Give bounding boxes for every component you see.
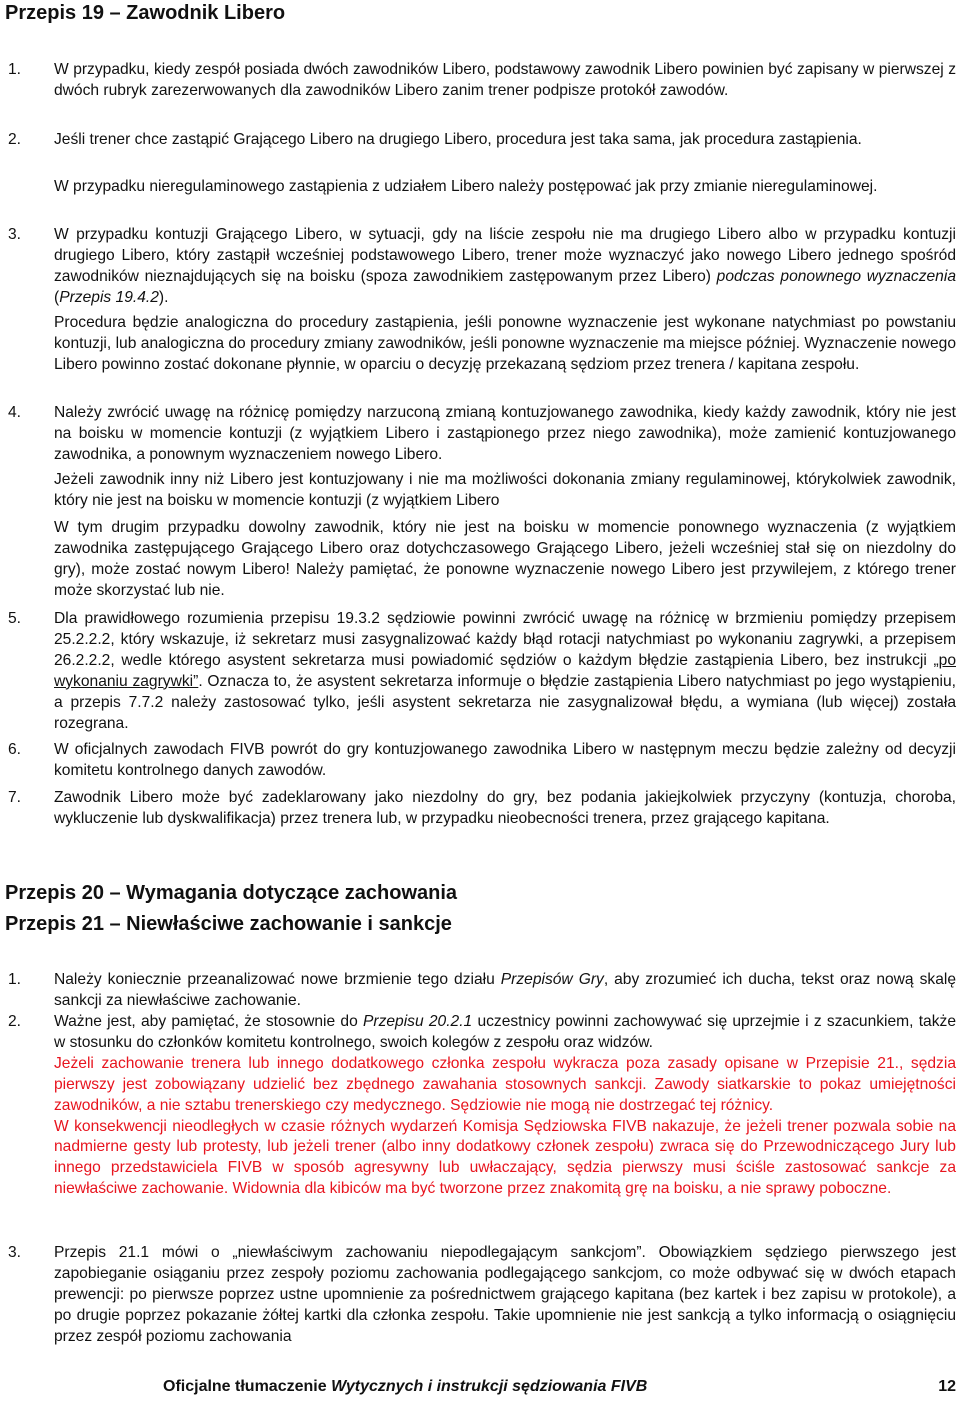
item-text: W przypadku, kiedy zespół posiada dwóch zawodników Libero, podstawowy zawodnik Libero powinien być zapisany w pierwszej z dwóch rubryk zarezerwowanych dla zawodników Libero zanim trener podpisze protokół zawodów. — [54, 61, 956, 99]
page-number: 12 — [938, 1378, 956, 1395]
item-number: 3. — [8, 226, 22, 243]
section-title-21: Przepis 21 – Niewłaściwe zachowanie i sankcje — [5, 913, 452, 935]
item-text: Należy zwrócić uwagę na różnicę pomiędzy narzuconą zmianą kontuzjowanego zawodnika, kiedy każdy zawodnik, który nie jest na boisku w momencie kontuzji (z wyjątkiem Libero i zastąpionego przez niego zawodnika), może zamienić kontuzjowanego zawodnika, a ponownym wyznaczeniem nowego Libero. — [54, 404, 956, 463]
item-number: 6. — [8, 741, 22, 758]
item-number: 2. — [8, 1013, 22, 1030]
list-item — [8, 970, 956, 1012]
item-number: 2. — [8, 131, 22, 148]
footer-text: Oficjalne tłumaczenie Wytycznych i instrukcji sędziowania FIVB — [163, 1378, 648, 1395]
paragraph: W tym drugim przypadku dowolny zawodnik, który nie jest na boisku w momencie ponownego wyznaczenia (z wyjątkiem zawodnika zastępującego Grającego Libero oraz dotychczasowego Grającego Libero, jeżeli wcześniej stał się on niezdolny do gry), może zostać nowym Libero! Należy pamiętać, że ponowne wyznaczenie nowego Libero jest przywilejem, z którego trener może skorzystać lub nie. — [54, 519, 956, 599]
item-text: Ważne jest, aby pamiętać, że stosownie do Przepisu 20.2.1 uczestnicy powinni zachowywać się uprzejmie i z szacunkiem, także w stosunku do członków komitetu kontrolnego, swoich kolegów z zespołu oraz widzów. — [54, 1013, 956, 1051]
red-highlight-text: Jeżeli zachowanie trenera lub innego dodatkowego członka zespołu wykracza poza zasady opisane w Przepisie 21., sędzia pierwszy jest zobowiązany udzielić bez zbędnego zawahania stosownych sankcji. Zawody siatkarskie to pokaz umiejętności zawodników, a nie sztabu trenerskiego czy medycznego. Sędziowie nie mogą nie dostrzegać tej różnicy. — [54, 1054, 956, 1114]
item-text: Jeśli trener chce zastąpić Grającego Libero na drugiego Libero, procedura jest taka sama, jak procedura zastąpienia. — [54, 131, 862, 148]
item-text: Dla prawidłowego rozumienia przepisu 19.3.2 sędziowie powinni zwrócić uwagę na różnicę w brzmieniu pomiędzy przepisem 25.2.2.2, który wskazuje, iż sekretarz musi zasygnalizować każdy błąd rotacji natychmiast po wykonaniu zagrywki, a przepisem 26.2.2.2, wedle którego asystent sekretarza musi powiadomić sędziów o każdym błędzie zastąpienia Libero, bez instrukcji „po wykonaniu zagrywki”. Oznacza to, że asystent sekretarza informuje o błędzie zastąpienia Libero natychmiast po jego wystąpieniu, a przepis 7.7.2 należy zastosować tylko, jeśli asystent sekretarza nie zasygnalizował błędu, a wymiana (lub więcej) została rozegrana. — [54, 610, 956, 732]
list-item — [8, 740, 956, 782]
item-text: Należy koniecznie przeanalizować nowe brzmienie tego działu Przepisów Gry, aby zrozumieć ich ducha, tekst oraz nową skalę sankcji za niewłaściwe zachowanie. — [54, 971, 956, 1009]
paragraph: W przypadku nieregulaminowego zastąpienia z udziałem Libero należy postępować jak przy zmianie nieregulaminowej. — [54, 178, 878, 195]
item-number: 4. — [8, 404, 22, 421]
item-text: Zawodnik Libero może być zadeklarowany jako niezdolny do gry, bez podania jakiejkolwiek przyczyny (kontuzja, choroba, wykluczenie lub dyskwalifikacja) przez trenera lub, w przypadku nieobecności trenera, przez grającego kapitana. — [54, 789, 956, 827]
paragraph: Jeżeli zawodnik inny niż Libero jest kontuzjowany i nie ma możliwości dokonania zmiany regulaminowej, którykolwiek zawodnik, który nie jest na boisku w momencie kontuzji (z wyjątkiem Libero — [54, 471, 956, 509]
item-number: 7. — [8, 789, 22, 806]
item-text: Przepis 21.1 mówi o „niewłaściwym zachowaniu niepodlegającym sankcjom”. Obowiązkiem sędziego pierwszego jest zapobieganie osiąganiu przez zespoły poziomu zachowania podlegającego sankcjom, co może odbywać się w dwóch etapach prewencji: po pierwsze poprzez ustne upomnienie za pośrednictwem grającego kapitana (bez kartek i bez zapisu w protokole), a po drugie poprzez pokazanie żółtej kartki dla członka zespołu. Takie upomnienie nie jest sankcją a tylko informacją o osiągnięciu przez zespół poziomu zachowania — [54, 1244, 956, 1345]
list-item — [8, 1012, 956, 1200]
item-number: 1. — [8, 61, 22, 78]
list-item — [8, 403, 956, 466]
list-item — [8, 60, 956, 102]
list-item — [8, 788, 956, 830]
page-footer — [0, 1378, 960, 1400]
red-highlight-text: W konsekwencji nieodległych w czasie różnych wydarzeń Komisja Sędziowska FIVB nakazuje, że jeżeli trener pozwala sobie na nadmierne gesty lub protesty, lub jeżeli trener (albo inny dodatkowy członek zespołu) zwraca się do Przewodniczącego Jury lub innego przedstawiciela FIVB w sposób agresywny lub uwłaczający, sędzia pierwszy musi ściśle zastosować sankcje za niewłaściwe zachowanie. Widownia dla kibiców ma być tworzone przez znakomitą grę na boisku, a nie sprawy poboczne. — [54, 1117, 956, 1198]
item-number: 1. — [8, 971, 22, 988]
list-item — [8, 609, 956, 734]
paragraph: Procedura będzie analogiczna do procedury zastąpienia, jeśli ponowne wyznaczenie jest wykonane natychmiast po powstaniu kontuzji, lub analogiczna do procedury zmiany zawodników, jeśli ponowne wyznaczenie ma miejsce później. Wyznaczenie nowego Libero powinno zostać dokonane płynnie, w oparciu o decyzję przekazaną sędziom przez trenera / kapitana zespołu. — [54, 314, 956, 373]
item-number: 3. — [8, 1244, 22, 1261]
item-text: W przypadku kontuzji Grającego Libero, w sytuacji, gdy na liście zespołu nie ma drugiego Libero albo w przypadku kontuzji drugiego Libero, który zastąpił wcześniej podstawowego Libero, trener może wyznaczyć jako nowego Libero jednego spośród zawodników nieznajdujących się na boisku (spoza zawodnikiem zastępowanym przez Libero) podczas ponownego wyznaczenia (Przepis 19.4.2). — [54, 226, 956, 306]
section-title-19: Przepis 19 – Zawodnik Libero — [5, 2, 286, 24]
item-text: W oficjalnych zawodach FIVB powrót do gry kontuzjowanego zawodnika Libero w następnym meczu będzie zależny od decyzji komitetu kontrolnego danych zawodów. — [54, 741, 956, 779]
section-title-20: Przepis 20 – Wymagania dotyczące zachowania — [5, 882, 458, 904]
item-number: 5. — [8, 610, 22, 627]
list-item — [8, 1243, 956, 1348]
list-item — [8, 130, 956, 151]
list-item — [8, 225, 956, 309]
